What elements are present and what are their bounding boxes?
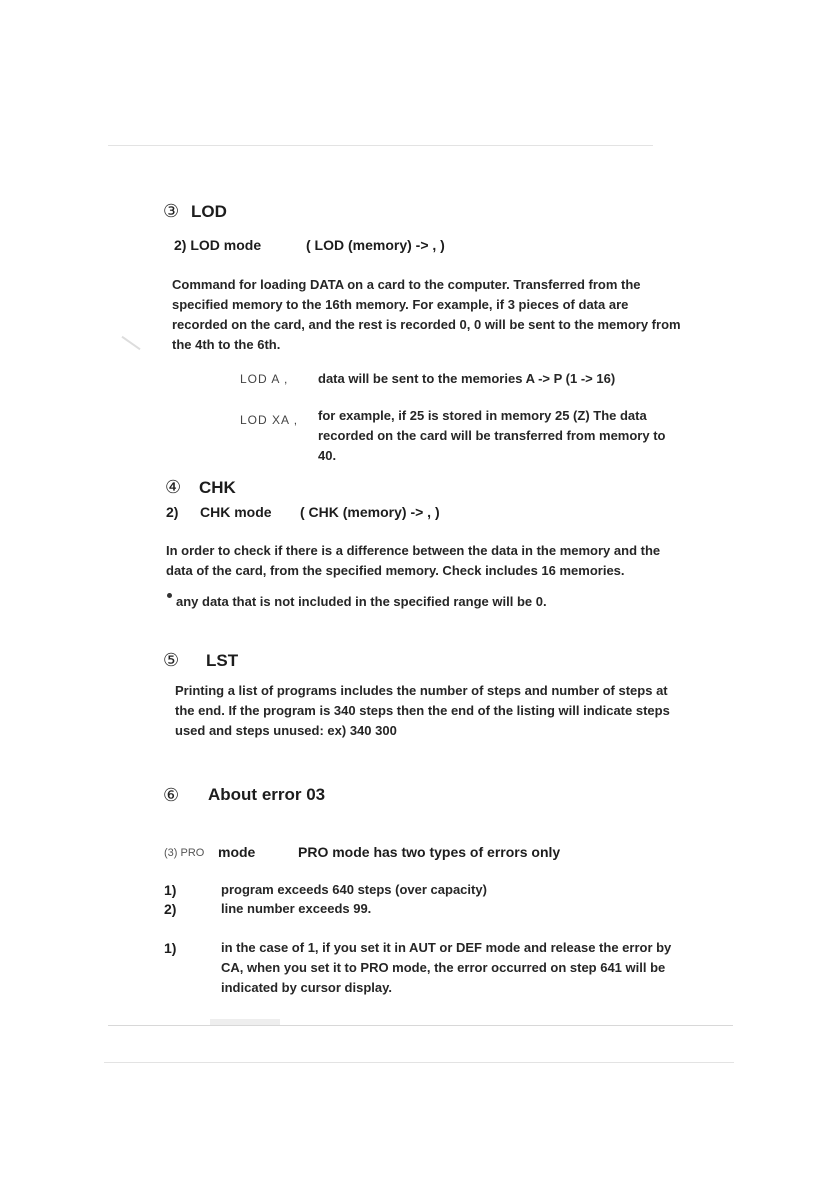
section-title-error-03: About error 03 bbox=[208, 785, 326, 804]
error-item-text: program exceeds 640 steps (over capacity) bbox=[221, 882, 487, 897]
bottom-page-edge bbox=[104, 1062, 734, 1063]
chk-description: In order to check if there is a difference between the data in the memory and the data of the card, from the specified memory. Check includes 16 memories. bbox=[166, 543, 661, 578]
lod-description: Command for loading DATA on a card to the computer. Transferred from the specified memory to the 16th memory. For example, if 3 pieces of data are recorded on the card, and the rest is recorded 0, 0 will be sent to the memory from the 4th to the 6th. bbox=[172, 277, 681, 352]
section-marker-3: ③ bbox=[163, 201, 180, 222]
chk-mode-label: CHK mode bbox=[200, 504, 272, 520]
note-bullet-icon bbox=[167, 593, 172, 598]
bottom-scan-line bbox=[108, 1025, 733, 1026]
section-title-lod: LOD bbox=[191, 202, 227, 221]
section-marker-5: ⑤ bbox=[163, 650, 180, 671]
error-item-number: 2) bbox=[164, 901, 177, 917]
lod-mode-label: 2) LOD mode bbox=[174, 237, 262, 253]
section-marker-6: ⑥ bbox=[163, 785, 180, 806]
error-detail-text: in the case of 1, if you set it in AUT or DEF mode and release the error by CA, when you set it to PRO mode, the error occurred on step 641 will be indicated by cursor display. bbox=[221, 940, 672, 995]
scan-smudge bbox=[210, 1019, 280, 1025]
error-detail-number: 1) bbox=[164, 940, 177, 956]
chk-note: any data that is not included in the specified range will be 0. bbox=[176, 594, 547, 609]
pro-mode-code: (3) PRO bbox=[164, 847, 205, 859]
error-item-number: 1) bbox=[164, 882, 177, 898]
pro-mode-description: PRO mode has two types of errors only bbox=[298, 844, 561, 860]
section-title-chk: CHK bbox=[199, 478, 236, 497]
lst-description: Printing a list of programs includes the number of steps and number of steps at the end. If the program is 340 steps then the end of the listing will indicate steps used and steps unused: ex) 340 300 bbox=[175, 683, 670, 738]
lod-example-1-code: LOD A , bbox=[240, 372, 289, 386]
section-title-lst: LST bbox=[206, 651, 239, 670]
lod-example-2-code: LOD XA , bbox=[240, 413, 299, 427]
section-marker-4: ④ bbox=[165, 477, 182, 498]
lod-syntax: ( LOD (memory) -> , ) bbox=[306, 237, 445, 253]
chk-syntax: ( CHK (memory) -> , ) bbox=[300, 504, 440, 520]
top-scan-line bbox=[108, 145, 653, 146]
chk-mode-number: 2) bbox=[166, 504, 179, 520]
pro-mode-label: mode bbox=[218, 844, 256, 860]
lod-example-1-text: data will be sent to the memories A -> P (1 -> 16) bbox=[318, 371, 616, 386]
error-item-text: line number exceeds 99. bbox=[221, 901, 372, 916]
lod-example-2-text: for example, if 25 is stored in memory 25 (Z) The data recorded on the card will be transferred from memory to 40. bbox=[318, 408, 666, 463]
scan-smudge bbox=[121, 336, 140, 350]
